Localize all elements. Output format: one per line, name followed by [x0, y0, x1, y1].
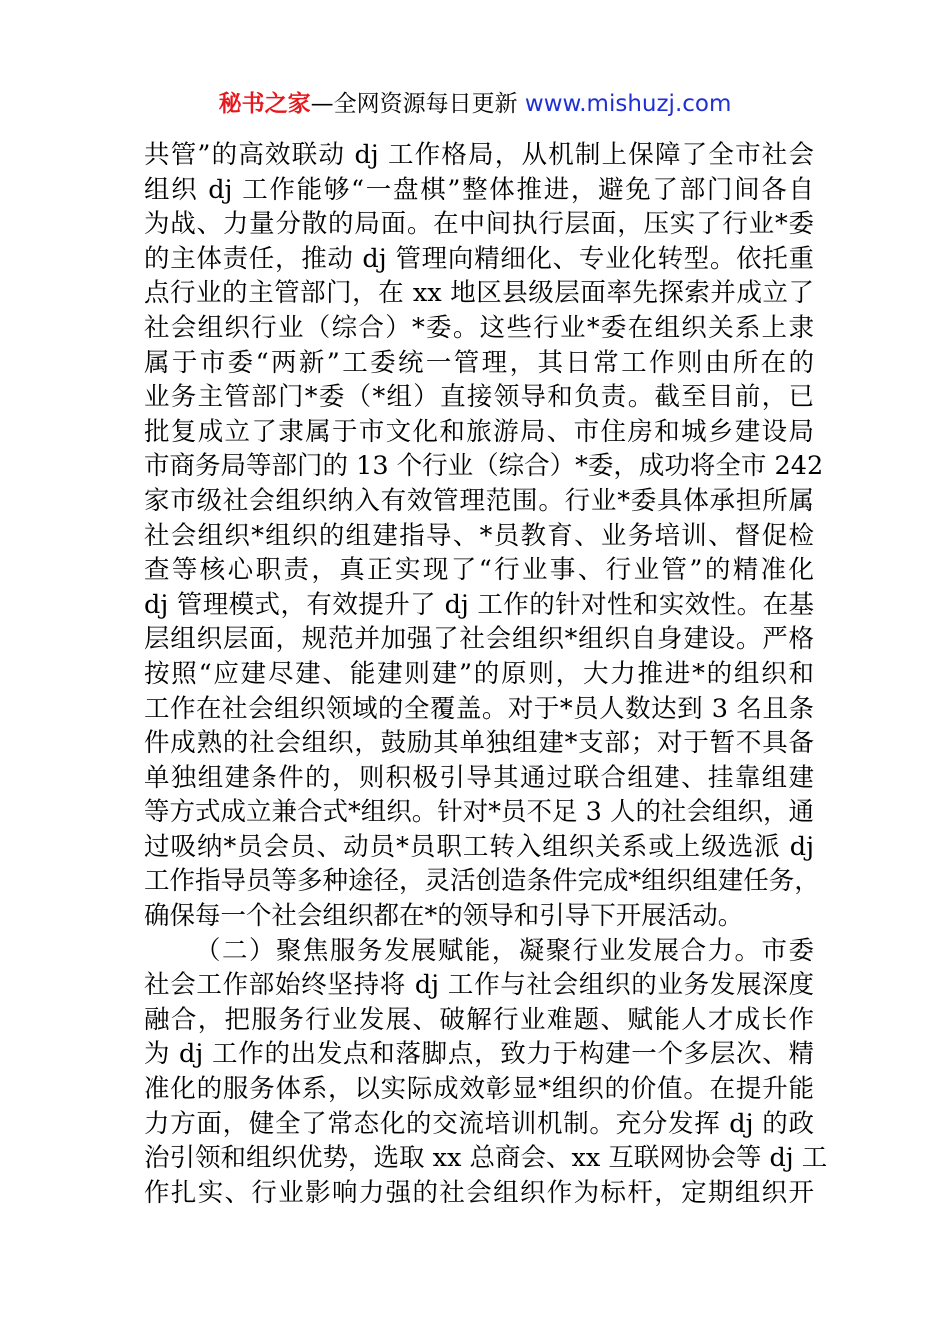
text-line: 业务主管部门*委（*组）直接领导和负责。截至目前，已	[144, 382, 814, 413]
section-heading-line: （二）聚焦服务发展赋能，凝聚行业发展合力。市委	[195, 935, 814, 966]
text-line: 共管”的高效联动 dj 工作格局，从机制上保障了全市社会	[144, 140, 814, 170]
text-line: 组织 dj 工作能够“一盘棋”整体推进，避免了部门间各自	[144, 174, 814, 205]
header-slogan: —全网资源每日更新	[310, 91, 518, 117]
text-line: 按照“应建尽建、能建则建”的原则，大力推进*的组织和	[144, 658, 814, 689]
text-line: 治引领和组织优势，选取 xx 总商会、xx 互联网协会等 dj 工	[144, 1143, 828, 1174]
text-line: 家市级社会组织纳入有效管理范围。行业*委具体承担所属	[144, 485, 814, 516]
text-line: 融合，把服务行业发展、破解行业难题、赋能人才成长作	[144, 1004, 814, 1035]
site-url-link[interactable]: www.mishuzj.com	[524, 91, 732, 117]
text-line: 等方式成立兼合式*组织。针对*员不足 3 人的社会组织，通	[144, 797, 814, 828]
text-line: 点行业的主管部门，在 xx 地区县级层面率先探索并成立了	[144, 278, 814, 309]
text-line: 单独组建条件的，则积极引导其通过联合组建、挂靠组建	[144, 762, 814, 793]
text-line: 为战、力量分散的局面。在中间执行层面，压实了行业*委	[144, 209, 814, 240]
document-body	[144, 138, 828, 1210]
text-line: 准化的服务体系，以实际成效彰显*组织的价值。在提升能	[144, 1074, 814, 1105]
text-line: 层组织层面，规范并加强了社会组织*组织自身建设。严格	[144, 624, 814, 655]
text-line: 件成熟的社会组织，鼓励其单独组建*支部；对于暂不具备	[144, 728, 814, 759]
text-line: dj 管理模式，有效提升了 dj 工作的针对性和实效性。在基	[144, 589, 814, 620]
text-line: 市商务局等部门的 13 个行业（综合）*委，成功将全市 242	[144, 451, 824, 482]
text-line: 过吸纳*员会员、动员*员职工转入组织关系或上级选派 dj	[144, 831, 814, 862]
text-line: 作扎实、行业影响力强的社会组织作为标杆，定期组织开	[144, 1177, 814, 1208]
text-line: 社会工作部始终坚持将 dj 工作与社会组织的业务发展深度	[144, 970, 814, 1001]
text-line: 的主体责任，推动 dj 管理向精细化、专业化转型。依托重	[144, 243, 814, 274]
text-line: 社会组织行业（综合）*委。这些行业*委在组织关系上隶	[144, 312, 814, 343]
text-line: 社会组织*组织的组建指导、*员教育、业务培训、督促检	[144, 520, 814, 551]
text-line: 工作指导员等多种途径，灵活创造条件完成*组织组建任务，	[144, 866, 820, 897]
text-line: 批复成立了隶属于市文化和旅游局、市住房和城乡建设局	[144, 416, 814, 447]
text-line: 为 dj 工作的出发点和落脚点，致力于构建一个多层次、精	[144, 1039, 814, 1070]
text-line: 工作在社会组织领域的全覆盖。对于*员人数达到 3 名且条	[144, 693, 814, 724]
text-line: 力方面，健全了常态化的交流培训机制。充分发挥 dj 的政	[144, 1108, 814, 1139]
brand-name: 秘书之家	[218, 91, 311, 117]
text-line: 属于市委“两新”工委统一管理，其日常工作则由所在的	[144, 347, 814, 378]
site-header	[0, 88, 950, 120]
paragraph-end-line: 确保每一个社会组织都在*的领导和引导下开展活动。	[144, 901, 744, 932]
text-line: 查等核心职责，真正实现了“行业事、行业管”的精准化	[144, 555, 814, 586]
